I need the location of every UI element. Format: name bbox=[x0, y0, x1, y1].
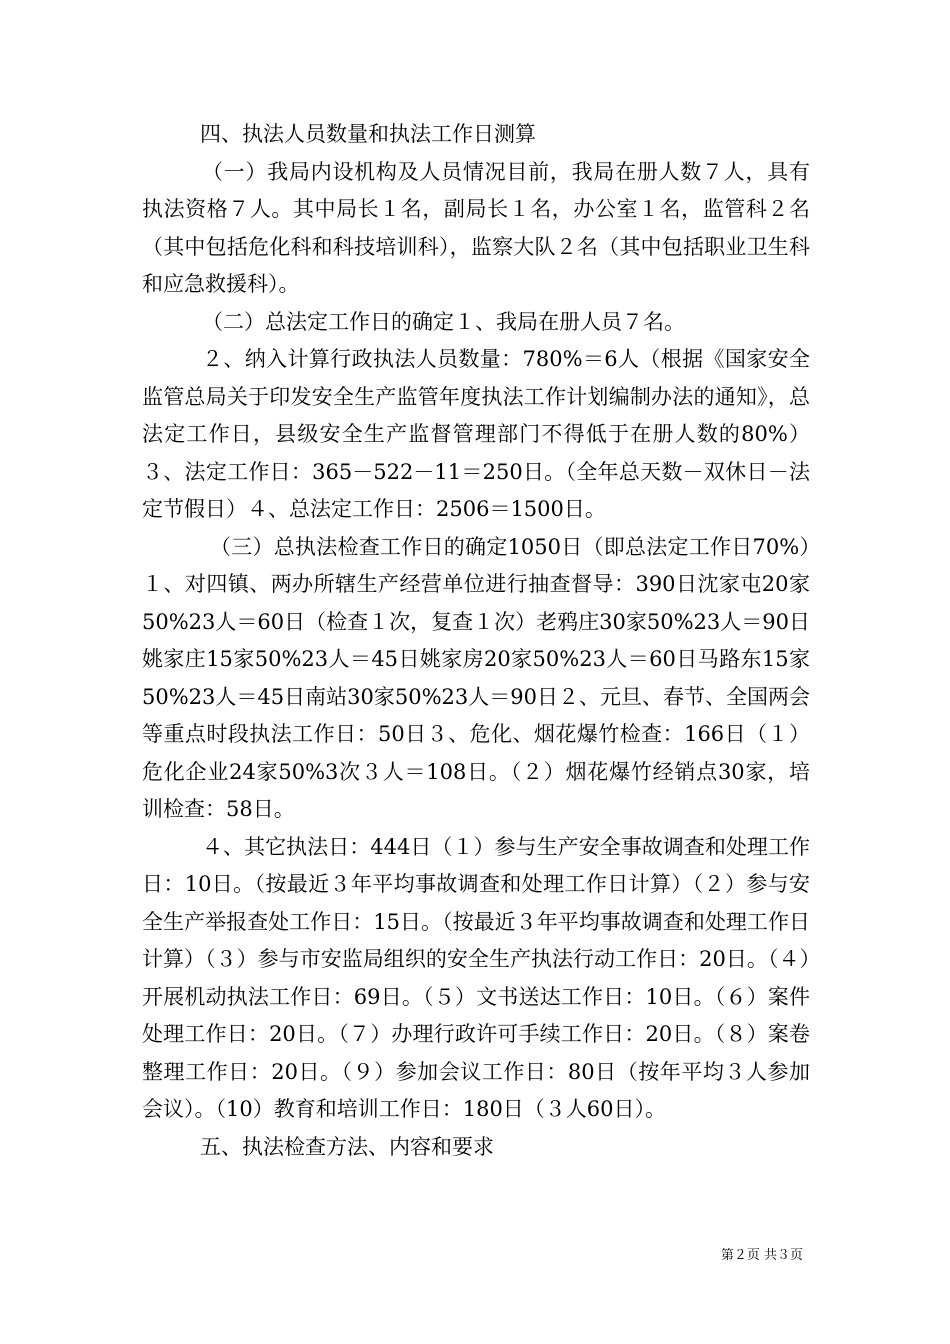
paragraph-inspection-workdays: （三）总执法检查工作日的确定1050日（即总法定工作日70%）１、对四镇、两办所辖生产经营单位进行抽查督导：390日沈家屯20家50%23人＝60日（检查１次，复查１次）老鸦庄30家50%23人＝90日姚家庄15家50%23人＝45日姚家房20家50%23人＝60日马路东15家50%23人＝45日南站30家50%23人＝90日２、元旦、春节、全国两会等重点时段执法工作日：50日３、危化、烟花爆竹检查：166日（１）危化企业24家50%3次３人＝108日。（２）烟花爆竹经销点30家，培训检查：58日。 bbox=[142, 534, 810, 821]
paragraph-other-enforcement-days: ４、其它执法日：444日（１）参与生产安全事故调查和处理工作日：10日。（按最近３年平均事故调查和处理工作日计算）（２）参与安全生产举报查处工作日：15日。（按最近３年平均事故调查和处理工作日计算）（３）参与市安监局组织的安全生产执法行动工作日：20日。（４）开展机动执法工作日：69日。（５）文书送达工作日：10日。（６）案件处理工作日：20日。（７）办理行政许可手续工作日：20日。（８）案卷整理工作日：20日。（９）参加会议工作日：80日（按年平均３人参加会议）。（10）教育和培训工作日：180日（３人60日）。 bbox=[142, 834, 810, 1121]
section-heading-5: 五、执法检查方法、内容和要求 bbox=[200, 1134, 494, 1159]
paragraph-total-workdays: （二）总法定工作日的确定１、我局在册人员７名。 bbox=[202, 309, 685, 334]
section-heading-4: 四、执法人员数量和执法工作日测算 bbox=[200, 122, 536, 146]
paragraph-enforcement-staff-count: ２、纳入计算行政执法人员数量：780%＝6人（根据《国家安全监管总局关于印发安全生产监管年度执法工作计划编制办法的通知》，总法定工作日，县级安全生产监督管理部门不得低于在册人数的80%）３、法定工作日：365－522－11＝250日。（全年总天数－双休日－法定节假日）４、总法定工作日：2506＝1500日。 bbox=[142, 347, 810, 521]
paragraph-staffing: （一）我局内设机构及人员情况目前，我局在册人数７人，具有执法资格７人。其中局长１名，副局长１名，办公室１名，监管科２名（其中包括危化科和科技培训科），监察大队２名（其中包括职业卫生科和应急救援科）。 bbox=[142, 159, 810, 296]
page-number: 第２页 共３页 bbox=[720, 1248, 803, 1263]
document-body bbox=[142, 116, 810, 1166]
